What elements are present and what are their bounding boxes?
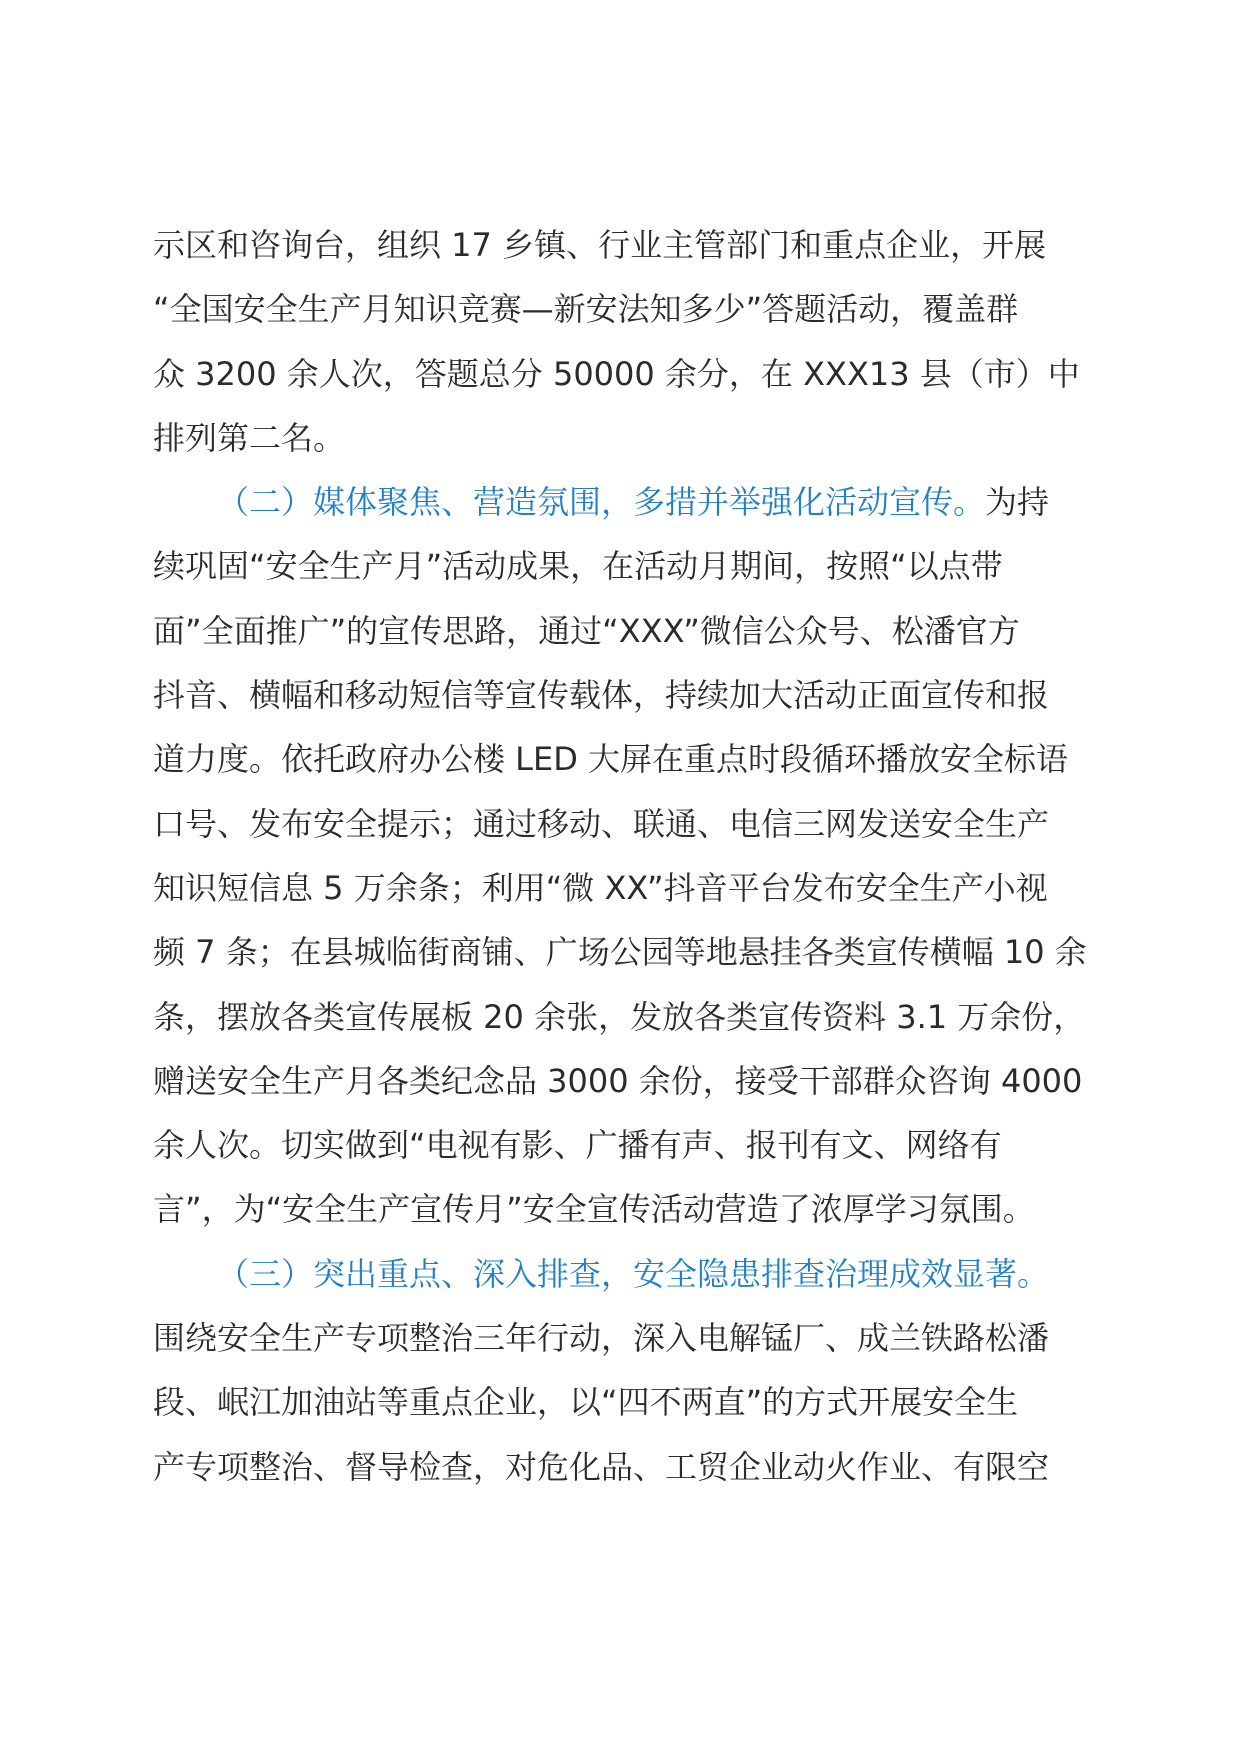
text-line: 频 7 条；在县城临街商铺、广场公园等地悬挂各类宣传横幅 10 余	[153, 933, 1087, 972]
text-line: 产专项整治、督导检查，对危化品、工贸企业动火作业、有限空	[153, 1447, 1050, 1486]
section-heading-2: （二）媒体聚焦、营造氛围，多措并举强化活动宣传。	[217, 483, 986, 522]
text-line: 赠送安全生产月各类纪念品 3000 余份，接受干部群众咨询 4000	[153, 1061, 1083, 1100]
text-line: 余人次。切实做到“电视有影、广播有声、报刊有文、网络有	[153, 1126, 1002, 1165]
section-heading-line	[153, 1242, 1083, 1306]
text-line: 续巩固“安全生产月”活动成果，在活动月期间，按照“以点带	[153, 547, 1003, 586]
text-line: 言”，为“安全生产宣传月”安全宣传活动营造了浓厚学习氛围。	[153, 1190, 1035, 1229]
text-run: 为持	[985, 483, 1050, 522]
text-line: 抖音、横幅和移动短信等宣传载体，持续加大活动正面宣传和报	[153, 676, 1050, 715]
document-body	[153, 213, 1087, 1499]
text-line: 排列第二名。	[153, 418, 346, 457]
text-line: 口号、发布安全提示；通过移动、联通、电信三网发送安全生产	[153, 804, 1050, 843]
text-line: 示区和咨询台，组织 17 乡镇、行业主管部门和重点企业，开展	[153, 226, 1047, 264]
text-line: 面”全面推广”的宣传思路，通过“XXX”微信公众号、松潘官方	[153, 611, 1020, 650]
section-heading-line	[153, 470, 1083, 534]
text-line: 条，摆放各类宣传展板 20 余张，发放各类宣传资料 3.1 万余份，	[153, 997, 1086, 1036]
text-line: “全国安全生产月知识竞赛—新安法知多少”答题活动，覆盖群	[153, 290, 1019, 329]
text-line: 段、岷江加油站等重点企业，以“四不两直”的方式开展安全生	[153, 1383, 1019, 1422]
text-line: 众 3200 余人次，答题总分 50000 余分，在 XXX13 县（市）中	[153, 354, 1080, 393]
text-line: 道力度。依托政府办公楼 LED 大屏在重点时段循环播放安全标语	[153, 740, 1069, 779]
text-line: 知识短信息 5 万余条；利用“微 XX”抖音平台发布安全生产小视	[153, 868, 1048, 907]
section-heading-3: （三）突出重点、深入排查，安全隐患排查治理成效显著。	[217, 1254, 1050, 1293]
text-line: 围绕安全生产专项整治三年行动，深入电解锰厂、成兰铁路松潘	[153, 1319, 1050, 1358]
